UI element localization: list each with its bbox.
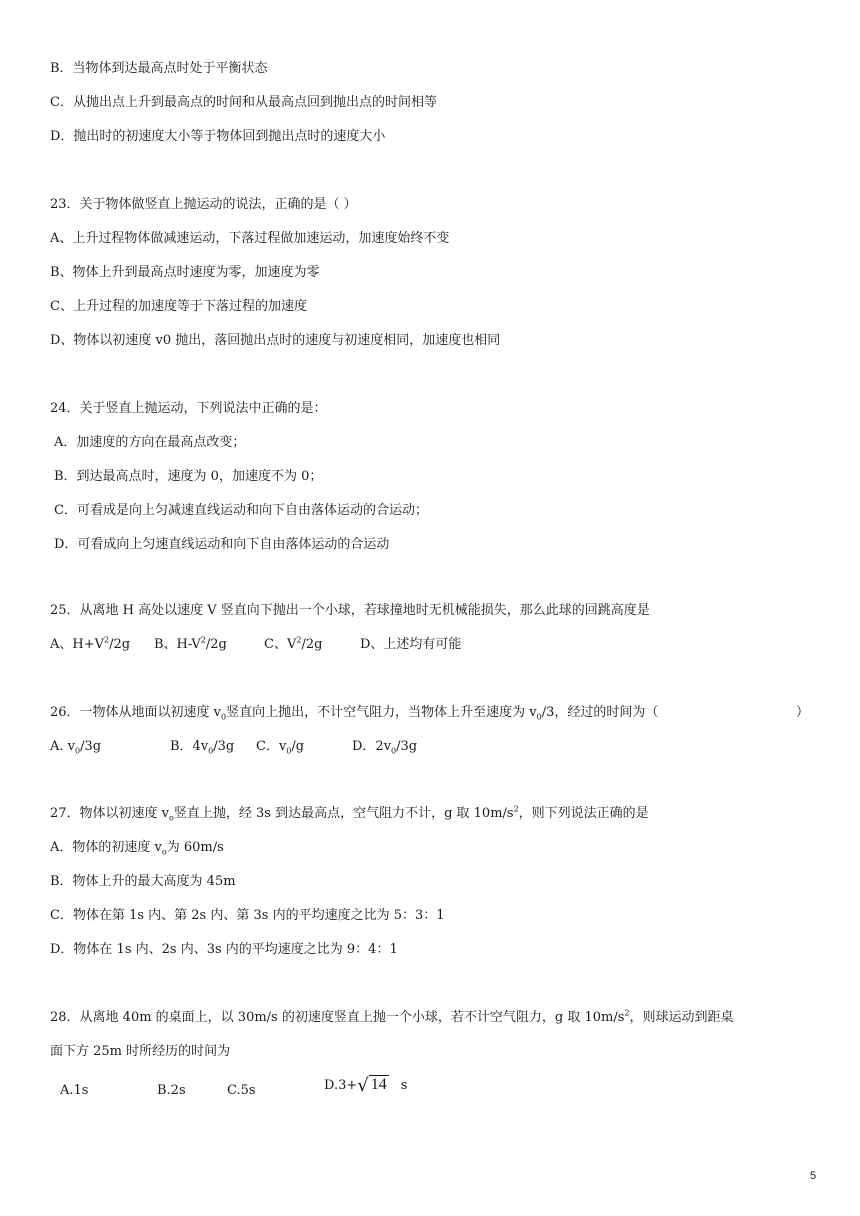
q28-stem-line2: 面下方 25m 时所经历的时间为 <box>50 1044 231 1059</box>
q24-option-b: B．到达最高点时，速度为 0，加速度不为 0； <box>54 469 323 484</box>
q24-option-d: D．可看成向上匀速直线运动和向下自由落体运动的合运动 <box>54 537 390 552</box>
q23-option-a: A、上升过程物体做减速运动，下落过程做加速运动，加速度始终不变 <box>50 231 450 246</box>
q22-option-b: B．当物体到达最高点时处于平衡状态 <box>50 61 268 76</box>
q27-option-a: A．物体的初速度 $v_o$为 60m/s <box>50 840 224 857</box>
q27-option-b: B．物体上升的最大高度为 45m <box>50 874 236 889</box>
q25-option-a: A、$H+V^2/2g$ <box>50 635 131 652</box>
q23-stem: 23．关于物体做竖直上抛运动的说法，正确的是（ ） <box>50 197 357 212</box>
q26-option-b: B．$4v_0/3g$ <box>170 739 235 756</box>
q23-option-b: B、物体上升到最高点时速度为零，加速度为零 <box>50 265 320 280</box>
q26-stem: 26．一物体从地面以初速度 $v_0$竖直向上抛出，不计空气阻力，当物体上升至速度为 $v_0/3$，经过的时间为（ <box>50 705 659 722</box>
q25-option-c: C、$V^2/2g$ <box>264 635 323 652</box>
q22-option-d: D．抛出时的初速度大小等于物体回到抛出点时的速度大小 <box>50 129 386 144</box>
q25-stem: 25．从离地 H 高处以速度 V 竖直向下抛出一个小球，若球撞地时无机械能损失，那么此球的回跳高度是 <box>50 603 650 618</box>
q28-option-c: C.5s <box>227 1083 256 1098</box>
q23-option-c: C、上升过程的加速度等于下落过程的加速度 <box>50 299 307 314</box>
q23-option-d: D、物体以初速度 v0 抛出，落回抛出点时的速度与初速度相同，加速度也相同 <box>50 333 501 348</box>
square-root-symbol: √ 14 <box>357 1075 387 1096</box>
q28-option-b: B.2s <box>157 1083 186 1098</box>
q22-option-c: C．从抛出点上升到最高点的时间和从最高点回到抛出点的时间相等 <box>50 95 437 110</box>
q27-option-c: C．物体在第 1s 内、第 2s 内、第 3s 内的平均速度之比为 5：3：1 <box>50 908 445 923</box>
q24-stem: 24．关于竖直上抛运动，下列说法中正确的是： <box>50 401 327 416</box>
q26-option-c: C．$v_0/g$ <box>256 739 305 756</box>
q28-option-d: D.3+√ 14 s <box>324 1075 408 1096</box>
q24-option-a: A．加速度的方向在最高点改变； <box>54 435 246 450</box>
q25-option-b: B、$H-V^2/2g$ <box>154 635 227 652</box>
q28-option-a: A.1s <box>60 1083 89 1098</box>
q27-option-d: D．物体在 1s 内、2s 内、3s 内的平均速度之比为 9：4：1 <box>50 942 398 957</box>
q26-option-d: D．$2v_0/3g$ <box>352 739 418 756</box>
page-number: 5 <box>810 1170 817 1182</box>
q24-option-c: C．可看成是向上匀减速直线运动和向下自由落体运动的合运动； <box>54 503 428 518</box>
q28-stem: 28．从离地 40m 的桌面上，以 30m/s 的初速度竖直上抛一个小球，若不计空气阻力，g 取 $10m/s^2$，则球运动到距桌 <box>50 1008 734 1025</box>
q25-option-d: D、上述均有可能 <box>360 637 462 652</box>
q27-stem: 27．物体以初速度 $v_o$竖直上抛，经 3s 到达最高点，空气阻力不计，g 取 $10m/s^2$，则下列说法正确的是 <box>50 804 649 823</box>
q26-option-a: A. $v_0/3g$ <box>50 739 102 756</box>
q26-stem-close-paren: ） <box>796 705 810 720</box>
